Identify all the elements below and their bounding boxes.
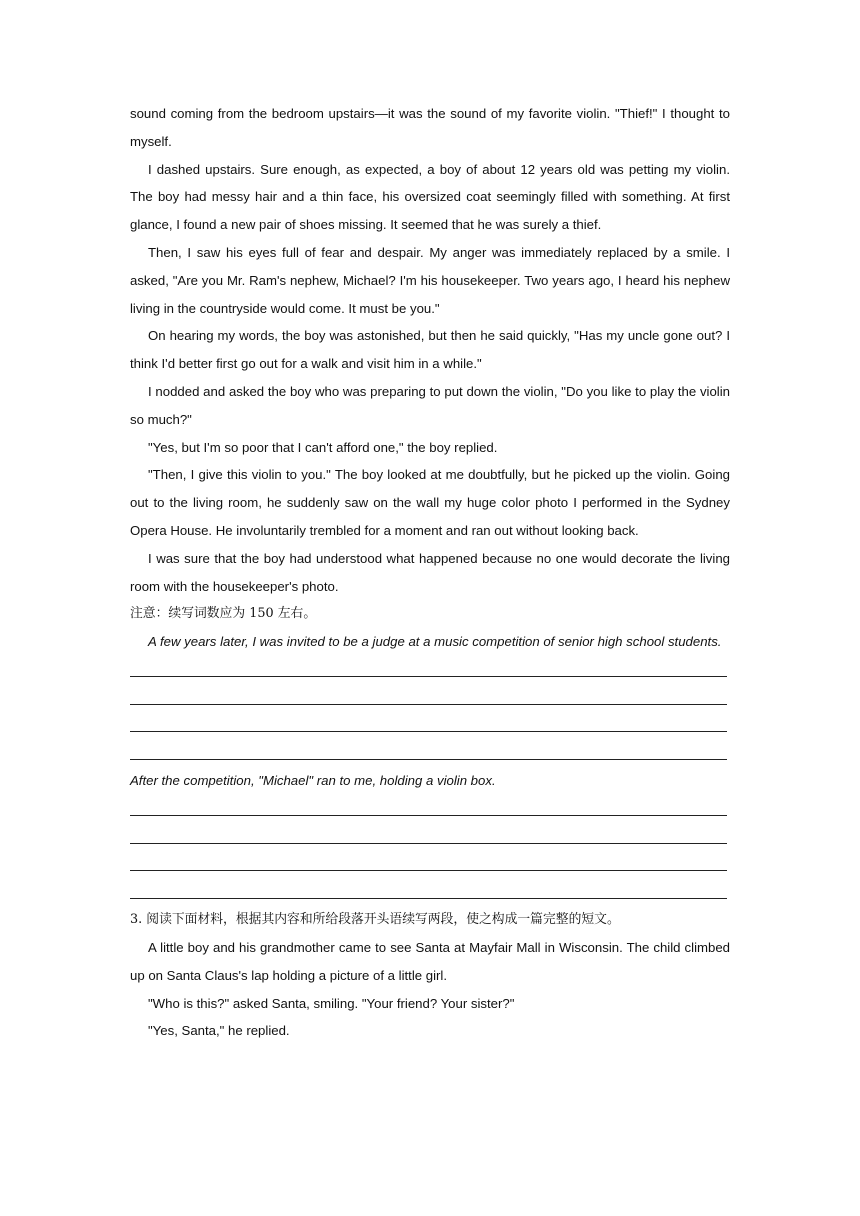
continuation-prompt-second: After the competition, "Michael" ran to me, holding a violin box. <box>130 773 496 789</box>
answer-line[interactable] <box>130 795 730 823</box>
question-3-paragraph: "Who is this?" asked Santa, smiling. "Your friend? Your sister?" <box>148 995 515 1011</box>
story-paragraph: On hearing my words, the boy was astonished, but then he said quickly, "Has my uncle gone out? I think I'd better first go out for a walk and visit him in a while." <box>130 328 730 372</box>
story-paragraph: "Then, I give this violin to you." The boy looked at me doubtfully, but he picked up the violin. Going out to the living room, he suddenly saw on the wall my huge color photo I performed in the Sydney Opera House. He involuntarily trembled for a moment and ran out without looking back. <box>130 467 730 538</box>
story-paragraph: "Yes, but I'm so poor that I can't afford one," the boy replied. <box>148 439 498 455</box>
story-paragraph: I dashed upstairs. Sure enough, as expected, a boy of about 12 years old was petting my violin. The boy had messy hair and a thin face, his oversized coat seemingly filled with something. At first glance, I found a new pair of shoes missing. It seemed that he was surely a thief. <box>130 161 730 233</box>
answer-line[interactable] <box>130 878 730 906</box>
story-paragraph: Then, I saw his eyes full of fear and despair. My anger was immediately replaced by a smile. I asked, "Are you Mr. Ram's nephew, Michael? I'm his housekeeper. Two years ago, I heard his nephew living in the countryside would come. It must be you." <box>130 244 730 316</box>
answer-line[interactable] <box>130 823 730 851</box>
question-3-paragraph: A little boy and his grandmother came to see Santa at Mayfair Mall in Wisconsin. The child climbed up on Santa Claus's lap holding a picture of a little girl. <box>130 939 730 983</box>
story-paragraph: I was sure that the boy had understood what happened because no one would decorate the living room with the housekeeper's photo. <box>130 550 730 594</box>
answer-line[interactable] <box>130 684 730 712</box>
continuation-prompt-first: A few years later, I was invited to be a judge at a music competition of senior high school students. <box>148 634 722 650</box>
document-page <box>130 100 730 1045</box>
answer-line[interactable] <box>130 712 730 740</box>
answer-line[interactable] <box>130 851 730 879</box>
question-3-paragraph: "Yes, Santa," he replied. <box>148 1023 290 1039</box>
answer-line[interactable] <box>130 656 730 684</box>
story-paragraph: sound coming from the bedroom upstairs—it was the sound of my favorite violin. "Thief!" I thought to myself. <box>130 106 730 149</box>
word-count-note: 注意：续写词数应为 150 左右。 <box>130 606 317 622</box>
question-3-instruction: 3. 阅读下面材料，根据其内容和所给段落开头语续写两段，使之构成一篇完整的短文。 <box>130 912 620 928</box>
answer-line[interactable] <box>130 739 730 767</box>
story-paragraph: I nodded and asked the boy who was preparing to put down the violin, "Do you like to play the violin so much?" <box>130 383 730 427</box>
